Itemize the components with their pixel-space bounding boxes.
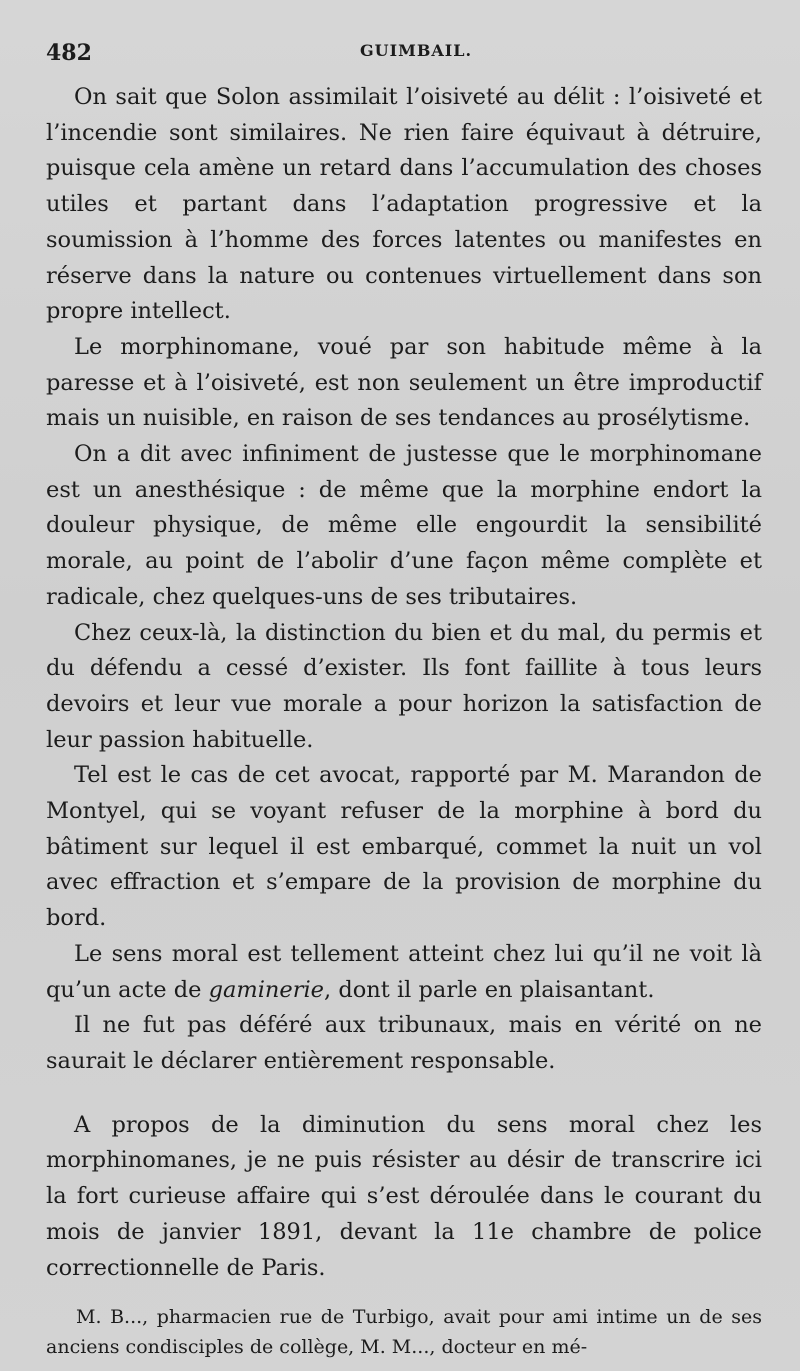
paragraph-distinction: Chez ceux-là, la distinction du bien et du mal, du permis et du défendu a cessé d’exister. Ils font faillite à tous leurs devoirs et leur vue morale a pour horizon la satisfaction de leur passion habituelle.	[46, 619, 762, 753]
body-text	[46, 80, 762, 1371]
paragraph-morphinomane: Le morphinomane, voué par son habitude même à la paresse et à l’oisiveté, est non seulement un être improductif mais un nuisible, en raison de ses tendances au prosélytisme.	[46, 333, 762, 432]
running-head: GUIMBAIL.	[360, 41, 473, 60]
page-number: 482	[46, 40, 92, 66]
paragraph-solon: On sait que Solon assimilait l’oisiveté au délit : l’oisiveté et l’incendie sont similaires. Ne rien faire équivaut à détruire, puisque cela amène un retard dans l’accumulation des choses utiles et partant dans l’adaptation progressive et la soumission à l’homme des forces latentes ou manifestes en réserve dans la nature ou contenues virtuellement dans son propre intellect.	[46, 84, 762, 325]
sens-moral-text-after: , dont il parle en plaisantant.	[324, 976, 655, 1003]
paragraph-sens-moral	[46, 937, 762, 1008]
paragraph-tribunaux: Il ne fut pas déféré aux tribunaux, mais en vérité on ne saurait le déclarer entièrement responsable.	[46, 1012, 762, 1074]
page-header	[0, 32, 800, 72]
paragraph-a-propos: A propos de la diminution du sens moral chez les morphinomanes, je ne puis résister au désir de transcrire ici la fort curieuse affaire qui s’est déroulée dans le courant du mois de janvier 1891, devant la 11e chambre de police correctionnelle de Paris.	[46, 1111, 762, 1281]
paragraph-pharmacien: M. B..., pharmacien rue de Turbigo, avait pour ami intime un de ses anciens condisciples de collège, M. M..., docteur en mé-	[46, 1306, 762, 1359]
sens-moral-text-before: Le sens moral est tellement atteint chez lui qu’il ne voit là qu’un acte de	[46, 940, 762, 1003]
gaminerie-italic: gaminerie	[208, 976, 325, 1003]
paragraph-anesthesique: On a dit avec infiniment de justesse que le morphinomane est un anesthésique : de même que la morphine endort la douleur physique, de même elle engourdit la sensibilité morale, au point de l’abolir d’une façon même complète et radicale, chez quelques-uns de ses tributaires.	[46, 441, 762, 610]
paragraph-avocat: Tel est le cas de cet avocat, rapporté par M. Marandon de Montyel, qui se voyant refuser de la morphine à bord du bâtiment sur lequel il est embarqué, commet la nuit un vol avec effraction et s’empare de la provision de morphine du bord.	[46, 762, 762, 932]
section-gap	[46, 1080, 762, 1108]
